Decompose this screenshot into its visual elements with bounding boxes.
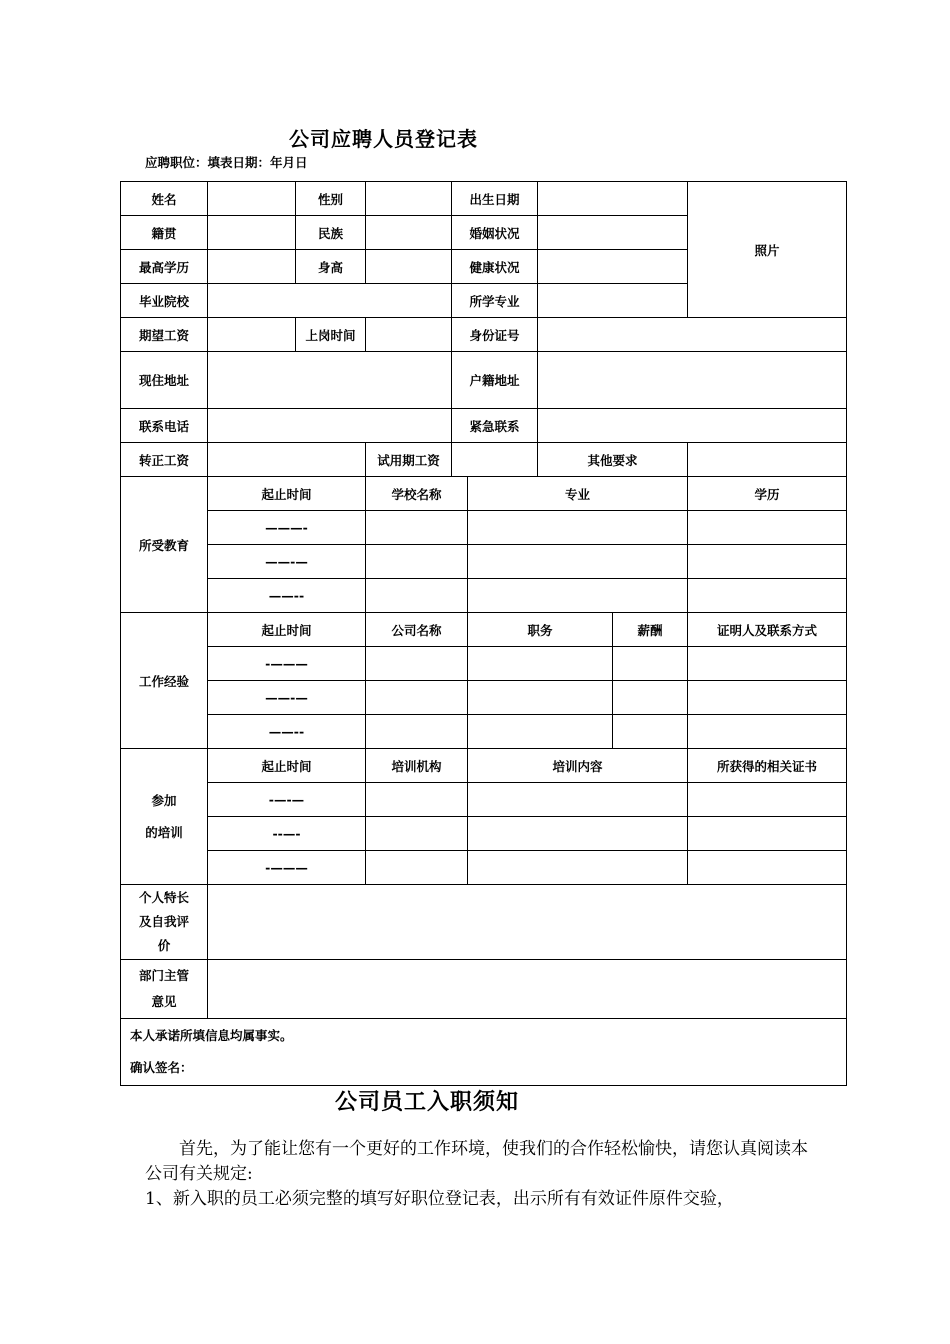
work-period-1[interactable]: -———: [208, 647, 366, 681]
field-self-eval[interactable]: [208, 885, 847, 960]
signature-label: 确认签名：: [130, 1060, 193, 1075]
education-school-2[interactable]: [366, 545, 468, 579]
field-household-address[interactable]: [538, 352, 847, 409]
field-native-place[interactable]: [208, 216, 296, 250]
training-certificate-3[interactable]: [688, 851, 847, 885]
training-certificate-1[interactable]: [688, 783, 847, 817]
field-id-number[interactable]: [538, 318, 847, 352]
label-other-requirements: 其他要求: [538, 443, 688, 477]
work-header-position: 职务: [468, 613, 613, 647]
training-section-label: [121, 749, 208, 885]
training-institution-1[interactable]: [366, 783, 468, 817]
commitment-signature-box[interactable]: [121, 1019, 847, 1086]
field-health[interactable]: [538, 250, 688, 284]
self-eval-label: [121, 885, 208, 960]
form-title: 公司应聘人员登记表: [289, 127, 478, 151]
field-regular-salary[interactable]: [208, 443, 366, 477]
notice-paragraph-2: 1、新入职的员工必须完整的填写好职位登记表，出示所有有效证件原件交验，: [145, 1189, 734, 1209]
dept-opinion-label: [121, 960, 208, 1019]
photo-box[interactable]: 照片: [688, 182, 847, 318]
training-institution-3[interactable]: [366, 851, 468, 885]
label-current-address: 现住地址: [121, 352, 208, 409]
table-row: [121, 851, 847, 885]
work-salary-1[interactable]: [613, 647, 688, 681]
table-row: [121, 647, 847, 681]
self-eval-line3: 价: [157, 938, 171, 953]
field-school[interactable]: [208, 284, 452, 318]
work-header-period: 起止时间: [208, 613, 366, 647]
label-marital-status: 婚姻状况: [452, 216, 538, 250]
education-header-period: 起止时间: [208, 477, 366, 511]
field-dept-opinion[interactable]: [208, 960, 847, 1019]
field-phone[interactable]: [208, 409, 452, 443]
training-period-1[interactable]: -—-—: [208, 783, 366, 817]
education-section-label: 所受教育: [121, 477, 208, 613]
training-header-content: 培训内容: [468, 749, 688, 783]
work-position-1[interactable]: [468, 647, 613, 681]
field-probation-salary[interactable]: [452, 443, 538, 477]
work-salary-3[interactable]: [613, 715, 688, 749]
label-emergency-contact: 紧急联系: [452, 409, 538, 443]
field-name[interactable]: [208, 182, 296, 216]
training-content-1[interactable]: [468, 783, 688, 817]
work-section-label: 工作经验: [121, 613, 208, 749]
education-school-1[interactable]: [366, 511, 468, 545]
table-row: [121, 681, 847, 715]
notice-paragraph-1: 首先，为了能让您有一个更好的工作环境，使我们的合作轻松愉快，请您认真阅读本公司有关规定:: [145, 1139, 808, 1184]
self-eval-line1: 个人特长: [138, 890, 189, 905]
table-row: [121, 579, 847, 613]
work-company-1[interactable]: [366, 647, 468, 681]
label-start-time: 上岗时间: [296, 318, 366, 352]
label-id-number: 身份证号: [452, 318, 538, 352]
work-header-company: 公司名称: [366, 613, 468, 647]
training-certificate-2[interactable]: [688, 817, 847, 851]
work-reference-1[interactable]: [688, 647, 847, 681]
table-row: [121, 783, 847, 817]
training-content-2[interactable]: [468, 817, 688, 851]
work-position-3[interactable]: [468, 715, 613, 749]
field-gender[interactable]: [366, 182, 452, 216]
work-period-3[interactable]: ——--: [208, 715, 366, 749]
label-probation-salary: 试用期工资: [366, 443, 452, 477]
education-degree-3[interactable]: [688, 579, 847, 613]
training-header-certificate: 所获得的相关证书: [688, 749, 847, 783]
work-salary-2[interactable]: [613, 681, 688, 715]
education-major-2[interactable]: [468, 545, 688, 579]
registration-form-table: [120, 181, 847, 1086]
label-birth-date: 出生日期: [452, 182, 538, 216]
label-name: 姓名: [121, 182, 208, 216]
commitment-text: 本人承诺所填信息均属事实。: [130, 1028, 293, 1043]
education-school-3[interactable]: [366, 579, 468, 613]
field-birth-date[interactable]: [538, 182, 688, 216]
table-row: [121, 511, 847, 545]
label-school: 毕业院校: [121, 284, 208, 318]
label-native-place: 籍贯: [121, 216, 208, 250]
table-row: [121, 545, 847, 579]
field-marital-status[interactable]: [538, 216, 688, 250]
education-degree-2[interactable]: [688, 545, 847, 579]
label-health: 健康状况: [452, 250, 538, 284]
training-header-period: 起止时间: [208, 749, 366, 783]
education-major-1[interactable]: [468, 511, 688, 545]
field-emergency-contact[interactable]: [538, 409, 847, 443]
work-period-2[interactable]: ——-—: [208, 681, 366, 715]
label-major: 所学专业: [452, 284, 538, 318]
training-label-line2: 的培训: [145, 824, 183, 840]
work-reference-2[interactable]: [688, 681, 847, 715]
field-other-requirements[interactable]: [688, 443, 847, 477]
self-eval-line2: 及自我评: [138, 914, 189, 929]
education-period-3[interactable]: ——--: [208, 579, 366, 613]
field-education-level[interactable]: [208, 250, 296, 284]
label-ethnicity: 民族: [296, 216, 366, 250]
label-regular-salary: 转正工资: [121, 443, 208, 477]
form-subtitle: 应聘职位：填表日期：年月日: [145, 155, 308, 170]
field-ethnicity[interactable]: [366, 216, 452, 250]
work-reference-3[interactable]: [688, 715, 847, 749]
training-content-3[interactable]: [468, 851, 688, 885]
field-major[interactable]: [538, 284, 688, 318]
dept-opinion-line1: 部门主管: [138, 968, 189, 983]
label-education-level: 最高学历: [121, 250, 208, 284]
education-degree-1[interactable]: [688, 511, 847, 545]
notice-title: 公司员工入职须知: [335, 1090, 520, 1115]
education-period-1[interactable]: ———-: [208, 511, 366, 545]
dept-opinion-line2: 意见: [151, 994, 177, 1009]
work-position-2[interactable]: [468, 681, 613, 715]
education-major-3[interactable]: [468, 579, 688, 613]
education-header-major: 专业: [468, 477, 688, 511]
education-header-school: 学校名称: [366, 477, 468, 511]
education-period-2[interactable]: ——-—: [208, 545, 366, 579]
field-height[interactable]: [366, 250, 452, 284]
table-row: [121, 715, 847, 749]
work-company-2[interactable]: [366, 681, 468, 715]
training-period-2[interactable]: --—-: [208, 817, 366, 851]
training-period-3[interactable]: -———: [208, 851, 366, 885]
label-gender: 性别: [296, 182, 366, 216]
label-expected-salary: 期望工资: [121, 318, 208, 352]
table-row: [121, 817, 847, 851]
label-height: 身高: [296, 250, 366, 284]
training-header-institution: 培训机构: [366, 749, 468, 783]
field-expected-salary[interactable]: [208, 318, 296, 352]
label-phone: 联系电话: [121, 409, 208, 443]
field-start-time[interactable]: [366, 318, 452, 352]
work-company-3[interactable]: [366, 715, 468, 749]
field-current-address[interactable]: [208, 352, 452, 409]
label-household-address: 户籍地址: [452, 352, 538, 409]
training-institution-2[interactable]: [366, 817, 468, 851]
training-label-line1: 参加: [151, 792, 177, 808]
work-header-salary: 薪酬: [613, 613, 688, 647]
work-header-reference: 证明人及联系方式: [688, 613, 847, 647]
education-header-degree: 学历: [688, 477, 847, 511]
